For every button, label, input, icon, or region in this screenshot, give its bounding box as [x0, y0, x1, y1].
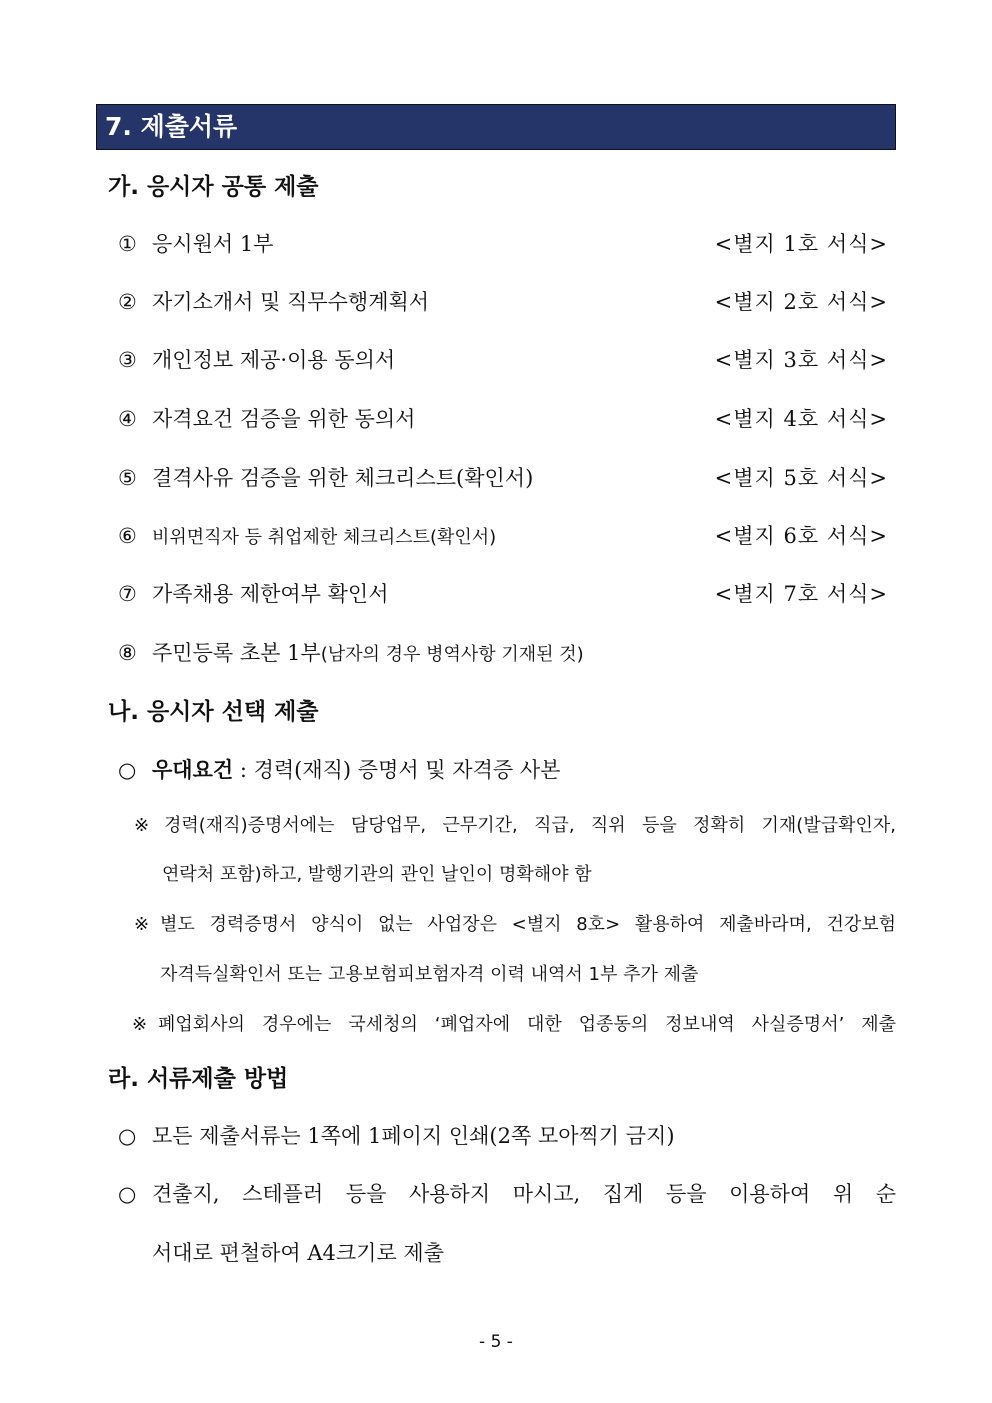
item-text: 가족채용 제한여부 확인서	[152, 582, 389, 606]
list-item	[118, 404, 415, 434]
note-mark: ※	[132, 1014, 148, 1035]
note-line: 별도 경력증명서 양식이 없는 사업장은 <별지 8호> 활용하여 제출바라며, 건강보험	[160, 914, 896, 935]
section-title-banner	[96, 104, 896, 150]
page-number: - 5 -	[479, 1332, 513, 1352]
method-text: 모든 제출서류는 1쪽에 1페이지 인쇄(2쪽 모아찍기 금지)	[152, 1124, 675, 1148]
item-number: ③	[118, 348, 137, 372]
bullet-icon: ○	[118, 1124, 137, 1148]
bullet-icon-wrap	[118, 1179, 152, 1209]
item-text: 개인정보 제공·이용 동의서	[152, 348, 396, 372]
item-form-ref: <별지 6호 서식>	[714, 524, 888, 548]
bullet-icon: ○	[118, 1182, 137, 1206]
item-number: ⑧	[118, 641, 137, 665]
item-number: ②	[118, 290, 137, 314]
list-item	[118, 463, 533, 493]
item-form-ref: <별지 2호 서식>	[714, 290, 888, 314]
list-item	[118, 579, 389, 609]
bullet-icon: ○	[118, 758, 137, 782]
item-number: ⑦	[118, 582, 137, 606]
note-line: 폐업회사의 경우에는 국세청의 ‘폐업자에 대한 업종동의 정보내역 사실증명서’ 제출	[158, 1014, 896, 1035]
item-number: ①	[118, 232, 137, 256]
item-number: ⑥	[118, 524, 137, 548]
item-text: 자격요건 검증을 위한 동의서	[152, 407, 416, 431]
preference-label: 우대요건	[152, 757, 234, 782]
item-form-ref: <별지 3호 서식>	[714, 348, 888, 372]
item-text: 비위면직자 등 취업제한 체크리스트(확인서)	[152, 527, 497, 548]
item-form-ref: <별지 7호 서식>	[714, 582, 888, 606]
item-form-ref: <별지 5호 서식>	[714, 466, 888, 490]
list-item	[118, 345, 395, 375]
list-item	[118, 521, 496, 553]
item-number: ⑤	[118, 466, 137, 490]
method-heading: 라. 서류제출 방법	[108, 1066, 289, 1092]
method-item	[118, 1121, 675, 1151]
item-text: 자기소개서 및 직무수행계획서	[152, 290, 430, 314]
note-line: 연락처 포함)하고, 발행기관의 관인 날인이 명확해야 함	[162, 864, 592, 885]
optional-heading: 나. 응시자 선택 제출	[108, 699, 319, 725]
list-item	[118, 287, 429, 317]
item-text: 결격사유 검증을 위한 체크리스트(확인서)	[152, 466, 534, 490]
item-number: ④	[118, 407, 137, 431]
preference-item	[118, 755, 560, 785]
method-text: 서대로 편철하여 A4크기로 제출	[152, 1241, 444, 1265]
item-form-ref: <별지 4호 서식>	[714, 407, 888, 431]
list-item	[118, 229, 273, 259]
list-item	[118, 638, 584, 670]
item-form-ref: <별지 1호 서식>	[714, 232, 888, 256]
method-text: 견출지, 스테플러 등을 사용하지 마시고, 집게 등을 이용하여 위 순	[152, 1182, 896, 1206]
item-text: 주민등록 초본 1부	[152, 641, 321, 665]
preference-text: : 경력(재직) 증명서 및 자격증 사본	[233, 758, 561, 782]
note-line: 자격득실확인서 또는 고용보험피보험자격 이력 내역서 1부 추가 제출	[160, 964, 699, 985]
item-text: 응시원서 1부	[152, 232, 274, 256]
common-heading: 가. 응시자 공통 제출	[108, 174, 319, 200]
note-line: 경력(재직)증명서에는 담당업무, 근무기간, 직급, 직위 등을 정확히 기재(발급확인자,	[164, 815, 896, 836]
note-mark: ※	[134, 914, 150, 935]
note-mark: ※	[134, 815, 150, 836]
item-note: (남자의 경우 병역사항 기재된 것)	[320, 644, 584, 665]
section-title: 7. 제출서류	[105, 112, 238, 141]
